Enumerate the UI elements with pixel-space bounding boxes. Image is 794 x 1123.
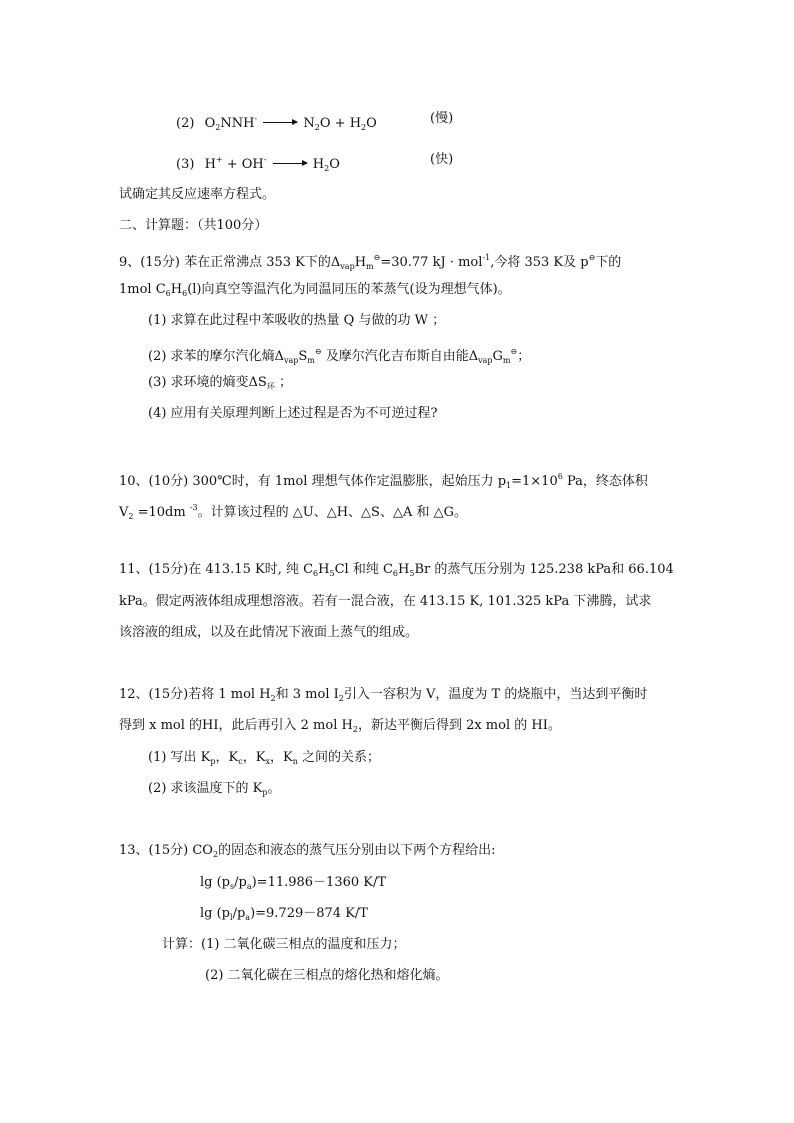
q11-line-3: 该溶液的组成，以及在此情况下液面上蒸气的组成。 [119, 625, 419, 640]
q10-line-1: 10、(10分) 300℃时，有 1mol 理想气体作定温膨胀，起始压力 $p_1=1\times 10^6$ Pa，终态体积 [119, 472, 648, 490]
q13-line-1: 13、(15分) $CO_2$的固态和液态的蒸气压分别由以下两个方程给出: [119, 843, 496, 859]
speed-fast: (快) [430, 152, 454, 167]
section-title: 二、计算题：（共100分） [119, 218, 268, 233]
reactants: H+ + OH- [204, 155, 267, 172]
q10-line-2: $V_2 =10dm$ $^{-3}$。计算该过程的 △U、△H、△S、△A 和 △G。 [119, 503, 467, 521]
q9-sub-1: (1) 求算在此过程中苯吸收的热量 Q 与做的功 W ； [148, 313, 446, 328]
reaction-step-2 [176, 110, 377, 137]
q12-line-1: 12、(15分)若将 1 mol $H_2$和 3 mol $I_2$引入一容积为 V，温度为 T 的烧瓶中，当达到平衡时 [119, 687, 648, 703]
q12-sub-2: (2) 求该温度下的 $K_p$。 [148, 781, 281, 797]
q13-equation-2: $\lg (p_l/p_a)=9.729-874$ K/T [200, 906, 368, 922]
q9-sub-3: (3) 求环境的熵变$\Delta S_环$ ； [148, 375, 292, 391]
reaction-step-3 [176, 151, 340, 178]
reaction-arrow-icon [263, 122, 297, 123]
q9-line-2: 1mol $C_6H_6(l)$向真空等温汽化为同温同压的苯蒸气(设为理想气体)。 [119, 282, 511, 298]
product: $H_2O$ [312, 157, 340, 173]
step-label: (2) [176, 116, 195, 131]
q11-line-2: kPa。假定两液体组成理想溶液。若有一混合液，在 413.15 K, 101.325 kPa 下沸腾，试求 [119, 594, 652, 609]
reaction-arrow-icon [273, 163, 307, 164]
q9-sub-4: (4) 应用有关原理判断上述过程是否为不可逆过程? [148, 406, 438, 421]
q9-line-1: 9、(15分) 苯在正常沸点 353 K下的$\Delta_{vap}H_m^⊖=30.77$ kJ · mol$^{-1}$,今将 353 K及 p⊖下的 [119, 253, 622, 271]
reactant: $O_2NNH^-$ [204, 114, 258, 132]
speed-slow: (慢) [430, 111, 454, 126]
question-8-tail: 试确定其反应速率方程式。 [119, 187, 276, 202]
q13-calc-2: (2) 二氧化碳在三相点的熔化热和熔化熵。 [205, 968, 449, 983]
step-label: (3) [176, 157, 195, 172]
q9-sub-2: (2) 求苯的摩尔汽化熵$\Delta_{vap}S_m^⊖$ 及摩尔汽化吉布斯自由能$\Delta_{vap}G_m^⊖$； [148, 347, 531, 365]
q12-line-2: 得到 x mol 的HI，此后再引入 2 mol $H_2$，新达平衡后得到 2x mol 的 HI。 [119, 718, 561, 734]
q13-calc-1: 计算：(1) 二氧化碳三相点的温度和压力； [162, 937, 406, 952]
q12-sub-1: (1) 写出 $K_p$，$K_c$，$K_x$，$K_n$ 之间的关系； [148, 750, 380, 766]
q13-equation-1: $\lg (p_s/p_a)=11.986-1360$ K/T [200, 875, 387, 891]
q11-line-1: 11、(15分)在 413.15 K时, 纯 $C_6H_5Cl$ 和纯 $C_6H_5Br$ 的蒸气压分别为 125.238 kPa和 66.104 [119, 562, 674, 578]
products: $N_2O + H_2O$ [303, 116, 377, 132]
